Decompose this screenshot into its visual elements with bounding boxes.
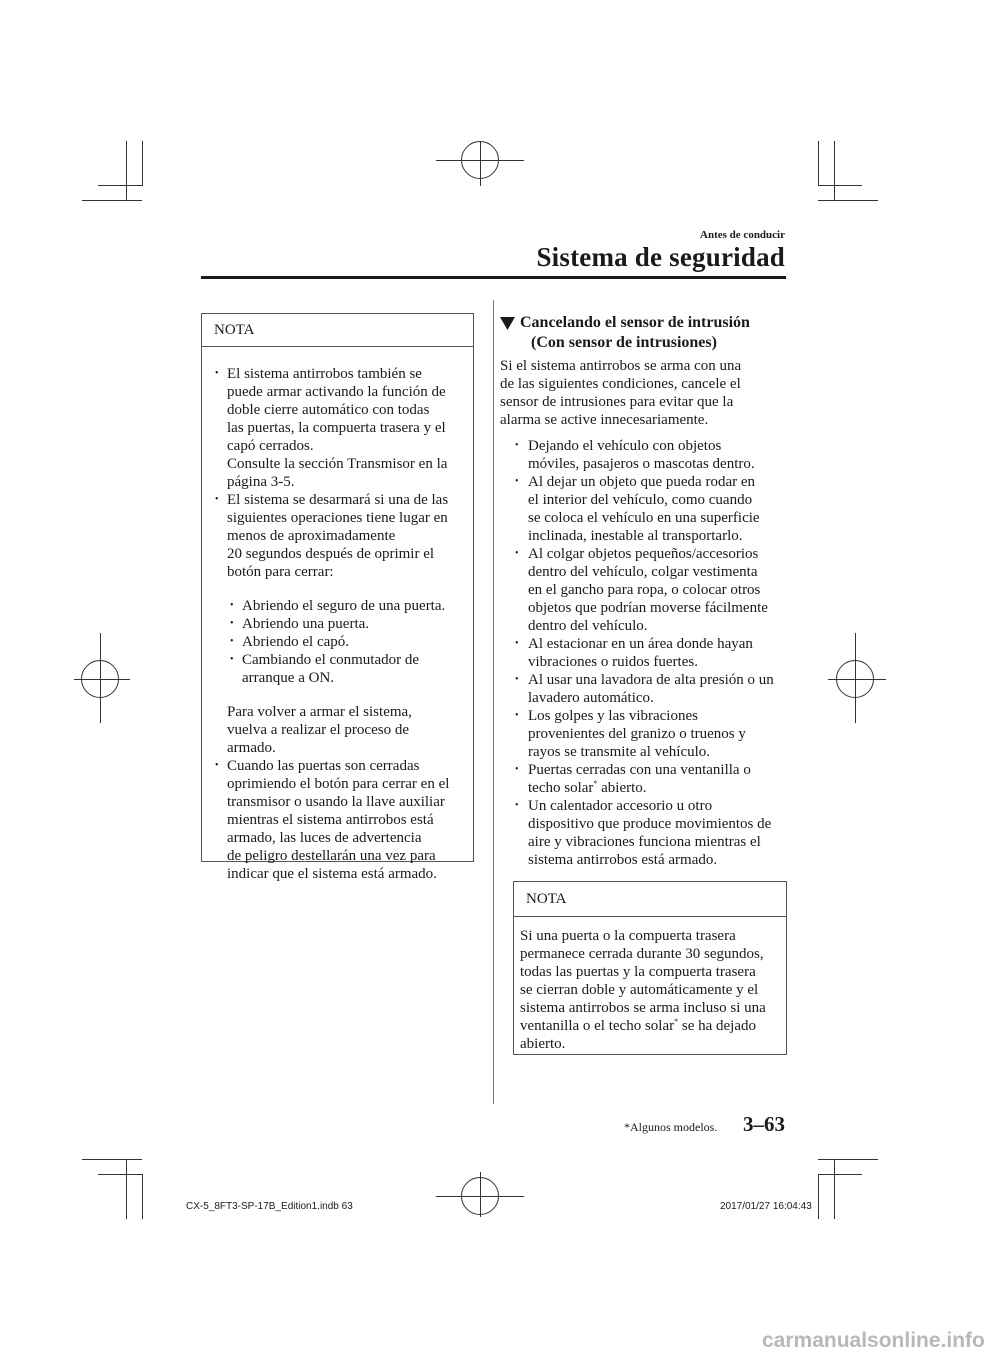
note-sublist	[227, 597, 467, 687]
crop-mark-line	[142, 141, 143, 186]
list-item: • Un calentador accesorio u otro dispositivo que produce movimientos de aire y vibraciones funciona mientras el sistema antirrobos está armado.	[515, 797, 789, 869]
list-item: • Abriendo una puerta.	[227, 615, 467, 633]
list-item: • Cuando las puertas son cerradas oprimiendo el botón para cerrar en el transmisor o usando la llave auxiliar mientras el sistema antirrobos está armado, las luces de advertencia de peligro destellarán una vez para indicar que el sistema está armado.	[212, 757, 467, 883]
note-paragraph: Para volver a armar el sistema, vuelva a realizar el proceso de armado.	[227, 704, 412, 756]
header-rule	[201, 276, 786, 279]
registration-mark-line	[74, 679, 130, 680]
list-item: • El sistema se desarmará si una de las siguientes operaciones tiene lugar en menos de aproximadamente 20 segundos después de oprimir el botón para cerrar: • Abriendo el seguro de una puerta. • Abriendo una puerta. • Abriendo el capó. • Cambiando el conmutador de arranque a ON. Para volver a armar el sistema, vuelva a realizar el proceso de armado.	[212, 491, 467, 757]
crop-mark-line	[126, 1159, 127, 1219]
list-item: • Abriendo el capó.	[227, 633, 467, 651]
list-item: • Los golpes y las vibraciones provenientes del granizo o truenos y rayos se transmite al vehículo.	[515, 707, 789, 761]
list-item: • El sistema antirrobos también se puede armar activando la función de doble cierre automático con todas las puertas, la compuerta trasera y el capó cerrados. Consulte la sección Transmisor en la página 3-5.	[212, 365, 467, 491]
footnote-marker: *	[674, 1017, 679, 1026]
crop-mark-line	[98, 1174, 142, 1175]
intro-paragraph: Si el sistema antirrobos se arma con una de las siguientes condiciones, cancele el sensor de intrusiones para evitar que la alarma se active innecesariamente.	[500, 358, 742, 428]
note-body: Si una puerta o la compuerta trasera permanece cerrada durante 30 segundos, todas las puertas y la compuerta trasera se cierran doble y automáticamente y el sistema antirrobos se arma incluso si una ventanilla o el techo solar* se ha dejado abierto.	[520, 928, 766, 1052]
crop-mark-line	[818, 185, 862, 186]
watermark: carmanualsonline.info	[762, 1329, 985, 1352]
crop-mark-line	[818, 141, 819, 186]
registration-mark-line	[480, 141, 481, 186]
registration-mark-line	[480, 1172, 481, 1217]
left-note-box	[201, 313, 474, 882]
note-list	[212, 365, 467, 883]
subsection-title-line1: Cancelando el sensor de intrusión	[520, 314, 750, 331]
crop-mark-line	[142, 1174, 143, 1219]
note-label: NOTA	[514, 882, 786, 917]
print-date-info: 2017/01/27 16:04:43	[720, 1201, 812, 1212]
registration-mark-line	[100, 633, 101, 723]
crop-mark-line	[98, 185, 142, 186]
section-title: Sistema de seguridad	[536, 242, 785, 272]
print-file-info: CX-5_8FT3-SP-17B_Edition1.indb 63	[186, 1201, 353, 1212]
note-body	[202, 347, 473, 883]
crop-mark-line	[818, 1174, 819, 1219]
subsection-title-line2: (Con sensor de intrusiones)	[531, 334, 717, 351]
list-item: • Puertas cerradas con una ventanilla o techo solar* abierto.	[515, 761, 789, 797]
registration-mark-line	[855, 633, 856, 723]
column-divider	[493, 300, 494, 1104]
crop-mark-line	[834, 1159, 835, 1219]
chapter-label: Antes de conducir	[700, 229, 785, 241]
crop-mark-line	[818, 1174, 862, 1175]
registration-mark-line	[828, 679, 886, 680]
triangle-down-icon	[500, 317, 515, 330]
list-item: • Al usar una lavadora de alta presión o un lavadero automático.	[515, 671, 789, 707]
crop-mark-line	[82, 200, 142, 201]
list-item: • Al colgar objetos pequeños/accesorios dentro del vehículo, colgar vestimenta en el gancho para ropa, o colocar otros objetos que podrían moverse fácilmente dentro del vehículo.	[515, 545, 789, 635]
crop-mark-line	[82, 1159, 142, 1160]
footnote-models: *Algunos modelos.	[624, 1120, 718, 1134]
list-item: • Al estacionar en un área donde hayan vibraciones o ruidos fuertes.	[515, 635, 789, 671]
page-number: 3–63	[743, 1112, 785, 1136]
footnote-marker: *	[593, 779, 598, 788]
list-item: • Abriendo el seguro de una puerta.	[227, 597, 467, 615]
subsection-heading	[500, 313, 790, 353]
list-item: • Cambiando el conmutador de arranque a ON.	[227, 651, 467, 687]
crop-mark-line	[818, 200, 878, 201]
list-item: • Al dejar un objeto que pueda rodar en el interior del vehículo, como cuando se coloca el vehículo en una superficie inclinada, inestable al transportarlo.	[515, 473, 789, 545]
right-note-box	[513, 881, 787, 1055]
list-item: • Dejando el vehículo con objetos móviles, pasajeros o mascotas dentro.	[515, 437, 789, 473]
crop-mark-line	[834, 141, 835, 201]
crop-mark-line	[818, 1159, 878, 1160]
condition-list	[515, 437, 789, 869]
note-label: NOTA	[202, 314, 473, 347]
crop-mark-line	[126, 141, 127, 201]
